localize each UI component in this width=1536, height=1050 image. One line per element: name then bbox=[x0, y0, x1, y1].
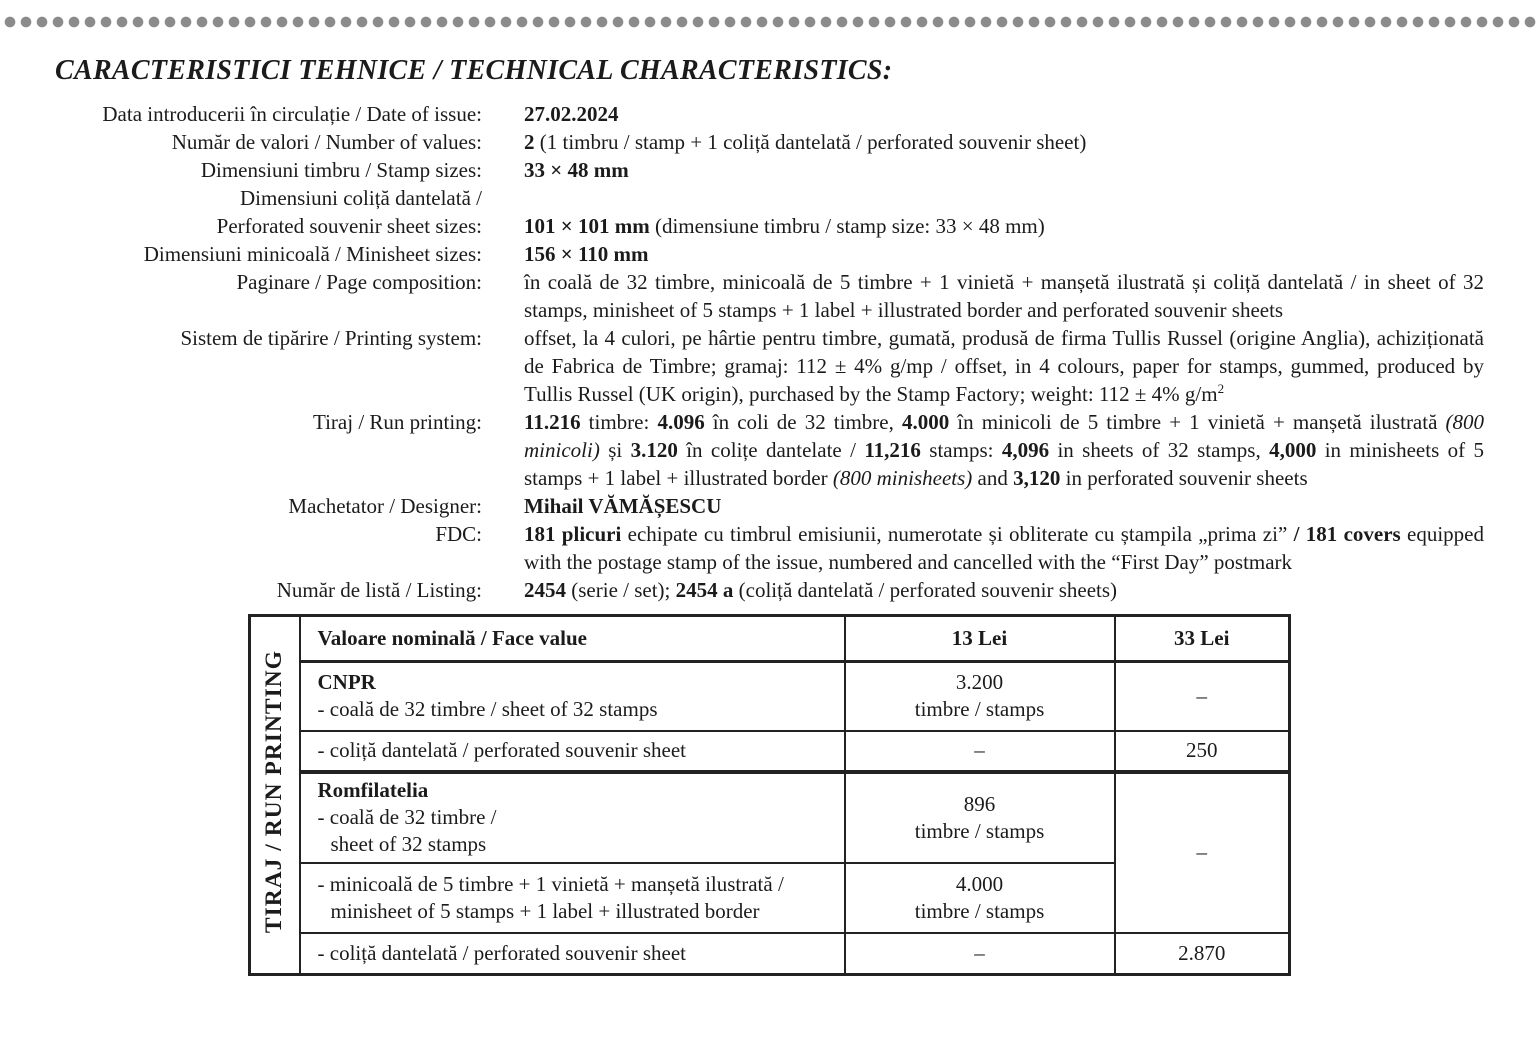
header-face-value: Valoare nominală / Face value bbox=[300, 616, 845, 662]
field-stamp-sizes bbox=[55, 156, 1484, 184]
qty-number: 4.000 bbox=[955, 871, 1004, 896]
cell-rom-sheet-desc bbox=[300, 772, 845, 863]
field-label: Paginare / Page composition: bbox=[236, 270, 482, 294]
characteristics-list bbox=[55, 100, 1484, 604]
field-souvenir-sheet-sizes bbox=[55, 184, 1484, 240]
rom-sheet-line-2: sheet of 32 stamps bbox=[330, 832, 487, 856]
field-label: Dimensiuni timbru / Stamp sizes: bbox=[200, 158, 482, 182]
cell-rom-33lei-merged: – bbox=[1115, 772, 1290, 933]
field-run-printing bbox=[55, 408, 1484, 492]
cell-cnpr-sheet-desc bbox=[300, 662, 845, 731]
field-value: 27.02.2024 bbox=[524, 102, 619, 126]
cnpr-sheet-line: - coală de 32 timbre / sheet of 32 stamps bbox=[317, 697, 658, 722]
field-designer bbox=[55, 492, 1484, 520]
table-row-cnpr-sheet bbox=[250, 662, 1290, 731]
field-label bbox=[55, 184, 482, 240]
cell-rom-souvenir-13lei: – bbox=[845, 933, 1115, 975]
table-row-cnpr-souvenir bbox=[250, 731, 1290, 772]
cell-cnpr-souvenir-13lei: – bbox=[845, 731, 1115, 772]
cell-cnpr-souvenir-desc: - coliță dantelată / perforated souvenir sheet bbox=[300, 731, 845, 772]
romfilatelia-title: Romfilatelia bbox=[317, 778, 429, 802]
field-value: 2454 (serie / set); 2454 a (coliță dantelată / perforated souvenir sheets) bbox=[524, 578, 1118, 602]
qty-unit: timbre / stamps bbox=[914, 697, 1045, 722]
cell-rom-mini-13lei bbox=[845, 863, 1115, 933]
field-value: în coală de 32 timbre, minicoală de 5 timbre + 1 vinietă + manșetă ilustrată și coliță dantelată / in sheet of 32 stamps, minisheet of 5 stamps + 1 label + illustrated border and perforated souvenir sheets bbox=[524, 270, 1484, 322]
field-label: Machetator / Designer: bbox=[288, 494, 482, 518]
table-side-cell bbox=[250, 616, 300, 975]
rom-mini-line-2: minisheet of 5 stamps + 1 label + illustrated border bbox=[330, 898, 760, 923]
qty-unit: timbre / stamps bbox=[914, 898, 1045, 923]
rom-mini-line-1: - minicoală de 5 timbre + 1 vinietă + manșetă ilustrată / bbox=[317, 871, 784, 896]
table-row-romfilatelia-souvenir bbox=[250, 933, 1290, 975]
field-value: 2 (1 timbru / stamp + 1 coliță dantelată / perforated souvenir sheet) bbox=[524, 130, 1087, 154]
field-printing-system bbox=[55, 324, 1484, 408]
table-row-romfilatelia-sheet bbox=[250, 772, 1290, 863]
field-fdc bbox=[55, 520, 1484, 576]
field-value: Mihail VĂMĂȘESCU bbox=[524, 494, 722, 518]
cell-rom-mini-desc bbox=[300, 863, 845, 933]
qty-number: 3.200 bbox=[955, 670, 1004, 695]
cell-rom-sheet-13lei bbox=[845, 772, 1115, 863]
qty-unit: timbre / stamps bbox=[914, 818, 1045, 843]
cell-cnpr-sheet-13lei bbox=[845, 662, 1115, 731]
field-label: Data introducerii în circulație / Date of issue: bbox=[102, 102, 482, 126]
field-label: Tiraj / Run printing: bbox=[313, 410, 482, 434]
print-run-side-label: TIRAJ / RUN PRINTING bbox=[261, 649, 288, 934]
field-label-line-1: Dimensiuni coliță dantelată / bbox=[239, 186, 482, 210]
qty-number: 896 bbox=[963, 791, 996, 816]
field-value: 181 plicuri echipate cu timbrul emisiunii, numerotate și obliterate cu ștampila „prima zi” / 181 covers equipped with the postage stamp of the issue, numbered and cancelled with the “First Day” postmark bbox=[524, 522, 1484, 574]
field-listing bbox=[55, 576, 1484, 604]
cell-cnpr-sheet-33lei: – bbox=[1115, 662, 1290, 731]
field-label: Număr de listă / Listing: bbox=[276, 578, 482, 602]
rom-sheet-line-1: - coală de 32 timbre / bbox=[317, 805, 497, 829]
dotted-separator bbox=[0, 16, 1536, 28]
header-33-lei: 33 Lei bbox=[1115, 616, 1290, 662]
field-date-of-issue bbox=[55, 100, 1484, 128]
field-page-composition bbox=[55, 268, 1484, 324]
field-label-line-2: Perforated souvenir sheet sizes: bbox=[216, 214, 482, 238]
field-label: FDC: bbox=[435, 522, 482, 546]
page-title: CARACTERISTICI TEHNICE / TECHNICAL CHARACTERISTICS: bbox=[55, 55, 893, 86]
field-label: Sistem de tipărire / Printing system: bbox=[180, 326, 482, 350]
cell-rom-souvenir-desc: - coliță dantelată / perforated souvenir sheet bbox=[300, 933, 845, 975]
table-header-row bbox=[250, 616, 1290, 662]
print-run-table bbox=[248, 614, 1291, 976]
field-minisheet-sizes bbox=[55, 240, 1484, 268]
cell-cnpr-souvenir-33lei: 250 bbox=[1115, 731, 1290, 772]
field-label: Dimensiuni minicoală / Minisheet sizes: bbox=[143, 242, 482, 266]
field-number-of-values bbox=[55, 128, 1484, 156]
cnpr-title: CNPR bbox=[317, 670, 376, 695]
field-value: 156 × 110 mm bbox=[524, 242, 649, 266]
field-value: 101 × 101 mm (dimensiune timbru / stamp size: 33 × 48 mm) bbox=[524, 214, 1045, 238]
header-13-lei: 13 Lei bbox=[845, 616, 1115, 662]
field-value: 33 × 48 mm bbox=[524, 158, 629, 182]
field-value: offset, la 4 culori, pe hârtie pentru timbre, gumată, produsă de firma Tullis Russel (origine Anglia), achiziționată de Fabrica de Timbre; gramaj: 112 ± 4% g/mp / offset, in 4 colours, paper for stamps, gummed, produced by Tullis Russel (UK origin), purchased by the Stamp Factory; weight: 112 ± 4% $g/m^2$ bbox=[524, 326, 1484, 406]
cell-rom-souvenir-33lei: 2.870 bbox=[1115, 933, 1290, 975]
field-label: Număr de valori / Number of values: bbox=[171, 130, 482, 154]
field-value: 11.216 timbre: 4.096 în coli de 32 timbre, 4.000 în minicoli de 5 timbre + 1 vinietă + manșetă ilustrată (800 minicoli) și 3.120 în colițe dantelate / 11,216 stamps: 4,096 in sheets of 32 stamps, 4,000 in minisheets of 5 stamps + 1 label + illustrated border (800 minisheets) and 3,120 in perforated souvenir sheets bbox=[524, 410, 1485, 490]
